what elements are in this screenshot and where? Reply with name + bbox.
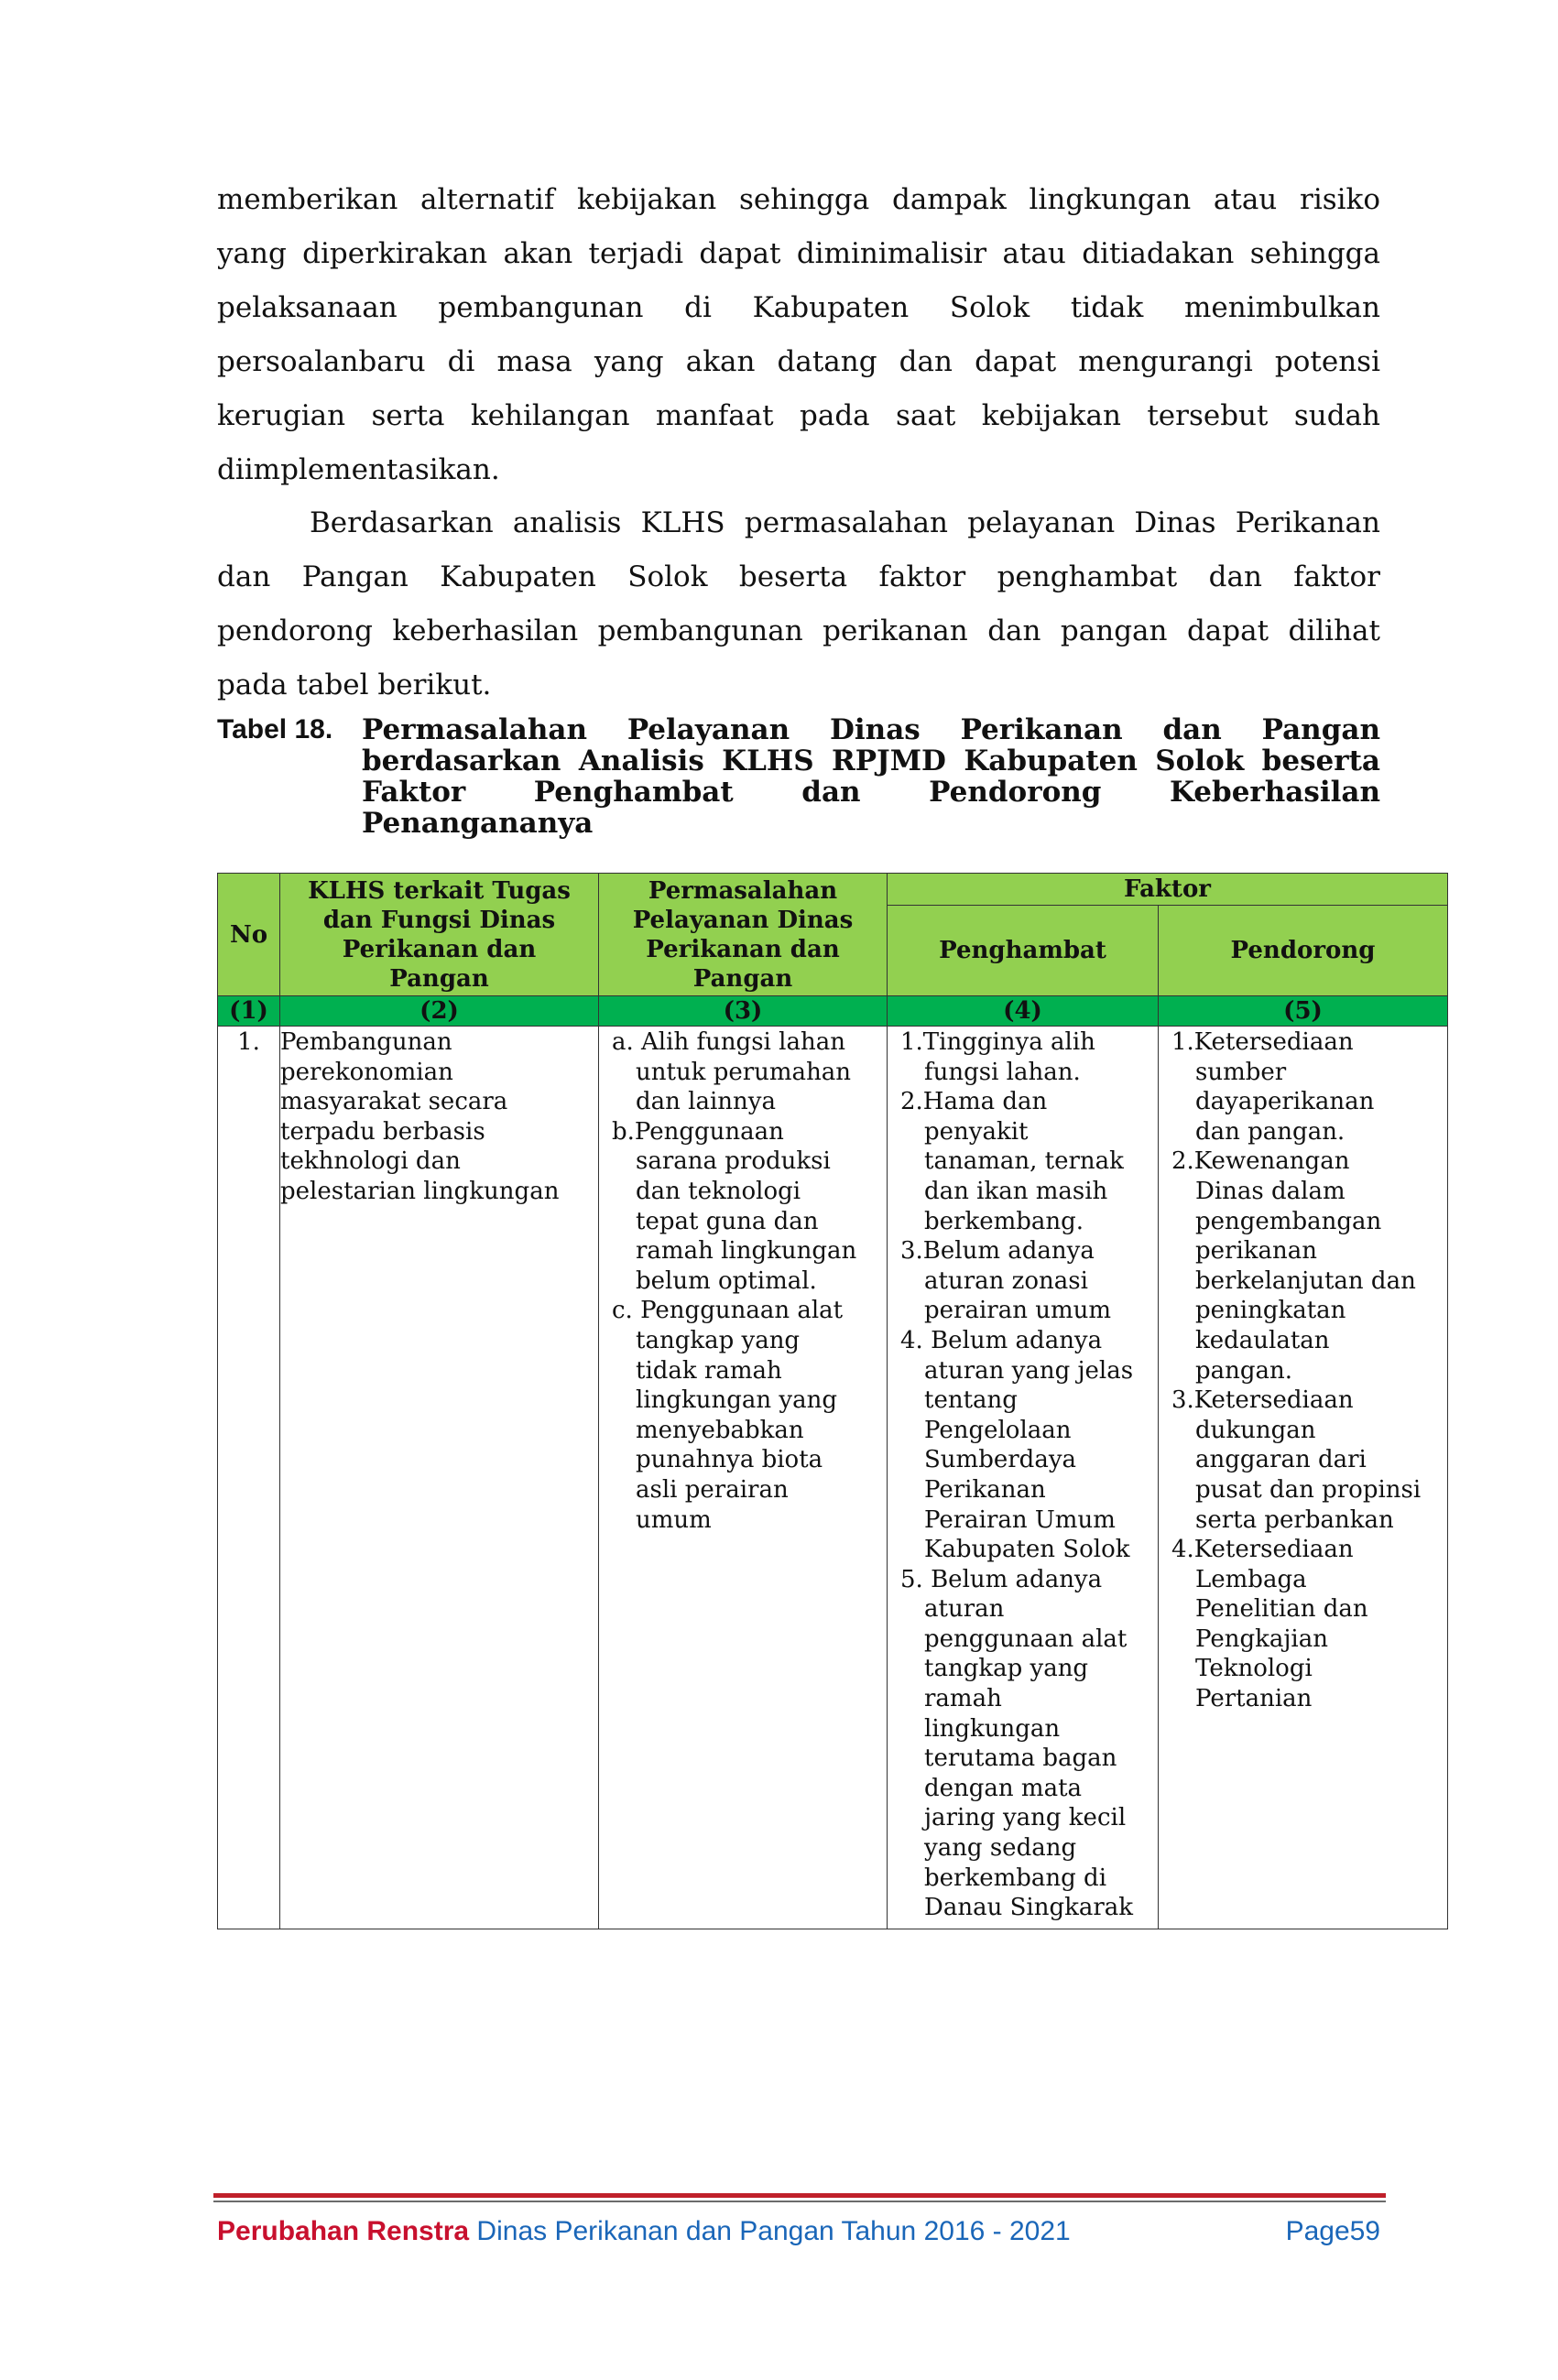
caption-line: Penangananya xyxy=(362,807,594,840)
page-number: Page59 xyxy=(1285,2216,1380,2246)
list-item: a. Alih fungsi lahan xyxy=(612,1028,845,1056)
text-line: diimplementasikan. xyxy=(217,453,500,486)
row-no: 1. xyxy=(218,1027,280,1929)
header-faktor: Faktor xyxy=(888,874,1448,906)
text-line: dan Pangan Kabupaten Solok beserta faktor penghambat dan faktor xyxy=(217,560,1380,593)
header-permasalahan: Permasalahan Pelayanan Dinas Perikanan dan Pangan xyxy=(599,874,888,996)
caption-title xyxy=(362,714,1380,839)
footer-rule xyxy=(213,2193,1386,2198)
text-line: pendorong keberhasilan pembangunan perikanan dan pangan dapat dilihat xyxy=(217,614,1380,647)
index-cell: (2) xyxy=(280,996,599,1027)
footer-doc-subtitle: Dinas Perikanan dan Pangan Tahun 2016 - 2021 xyxy=(469,2216,1071,2246)
header-row xyxy=(218,874,1448,906)
pendorong-cell: 1.Ketersediaan sumber dayaperikanan dan pangan. 2.Kewenangan Dinas dalam pengembangan perikanan berkelanjutan dan peningkatan kedaulatan pangan. 3.Ketersediaan dukungan anggaran dari pusat dan propinsi serta perbankan 4.Ketersediaan Lembaga Penelitian dan Pengkajian Teknologi Pertanian xyxy=(1159,1027,1448,1929)
list-item: c. Penggunaan alat xyxy=(612,1297,844,1325)
klhs-table xyxy=(217,873,1448,1929)
list-item: 4. Belum adanya xyxy=(900,1326,1103,1354)
text-line: persoalanbaru di masa yang akan datang dan dapat mengurangi potensi xyxy=(217,345,1380,378)
text-line: yang diperkirakan akan terjadi dapat diminimalisir atau ditiadakan sehingga xyxy=(217,237,1380,270)
text-line: memberikan alternatif kebijakan sehingga dampak lingkungan atau risiko xyxy=(217,183,1380,216)
header-pendorong: Pendorong xyxy=(1159,906,1448,996)
text-line: pelaksanaan pembangunan di Kabupaten Solok tidak menimbulkan xyxy=(217,291,1380,324)
list-item: 4.Ketersediaan xyxy=(1171,1536,1354,1564)
list-item: b.Penggunaan xyxy=(612,1117,784,1146)
index-cell: (5) xyxy=(1159,996,1448,1027)
text-line: Berdasarkan analisis KLHS permasalahan pelayanan Dinas Perikanan xyxy=(310,506,1380,539)
footer-doc-title: Perubahan Renstra xyxy=(217,2216,470,2246)
footer-rule-thin xyxy=(213,2201,1386,2202)
index-cell: (3) xyxy=(599,996,888,1027)
caption-label: Tabel 18. xyxy=(217,714,333,744)
text-line: kerugian serta kehilangan manfaat pada saat kebijakan tersebut sudah xyxy=(217,399,1380,432)
page-footer xyxy=(217,2213,1380,2250)
table-row xyxy=(218,1027,1448,1929)
index-row xyxy=(218,996,1448,1027)
penghambat-cell: 1.Tingginya alih fungsi lahan. 2.Hama dan penyakit tanaman, ternak dan ikan masih berkembang. 3.Belum adanya aturan zonasi perairan umum 4. Belum adanya aturan yang jelas tentang Pengelolaan Sumberdaya Perikanan Perairan Umum Kabupaten Solok 5. Belum adanya aturan penggunaan alat tangkap yang ramah lingkungan terutama bagan dengan mata jaring yang kecil yang sedang berkembang di Danau Singkarak xyxy=(888,1027,1159,1929)
list-item: 5. Belum adanya xyxy=(900,1565,1103,1593)
index-cell: (4) xyxy=(888,996,1159,1027)
caption-line: berdasarkan Analisis KLHS RPJMD Kabupaten Solok beserta xyxy=(362,744,1380,777)
klhs-cell: Pembangunan perekonomian masyarakat secara terpadu berbasis tekhnologi dan pelestarian lingkungan xyxy=(280,1027,599,1929)
list-item: 3.Belum adanya xyxy=(900,1237,1095,1266)
intro-paragraph xyxy=(217,173,1380,497)
text-line: pada tabel berikut. xyxy=(217,668,492,701)
permasalahan-cell: a. Alih fungsi lahan untuk perumahan dan lainnya b.Penggunaan sarana produksi dan teknologi tepat guna dan ramah lingkungan belum optimal. c. Penggunaan alat tangkap yang tidak ramah lingkungan yang menyebabkan punahnya biota asli perairan umum xyxy=(599,1027,888,1929)
list-item: 2.Hama dan xyxy=(900,1088,1048,1116)
list-item: 3.Ketersediaan xyxy=(1171,1386,1354,1415)
header-klhs: KLHS terkait Tugas dan Fungsi Dinas Perikanan dan Pangan xyxy=(280,874,599,996)
list-item: 2.Kewenangan xyxy=(1171,1147,1350,1176)
index-cell: (1) xyxy=(218,996,280,1027)
caption-line: Permasalahan Pelayanan Dinas Perikanan dan Pangan xyxy=(362,713,1380,746)
caption-line: Faktor Penghambat dan Pendorong Keberhasilan xyxy=(362,776,1380,809)
header-penghambat: Penghambat xyxy=(888,906,1159,996)
list-item: 1.Tingginya alih xyxy=(900,1028,1095,1056)
header-no: No xyxy=(218,874,280,996)
list-item: 1.Ketersediaan xyxy=(1171,1028,1354,1056)
second-paragraph xyxy=(217,496,1380,712)
